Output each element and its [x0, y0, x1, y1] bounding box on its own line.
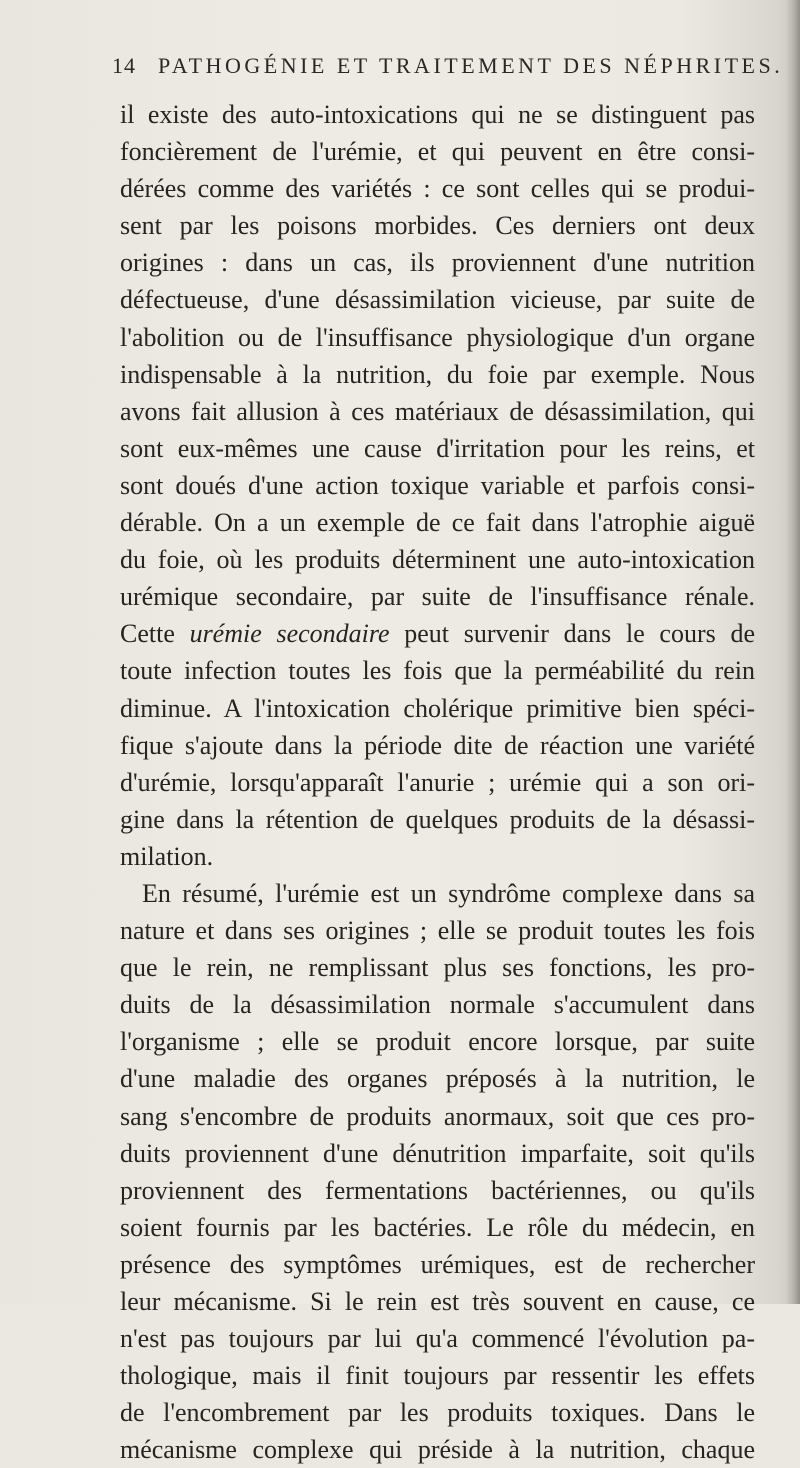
- text-line: indispensable à la nutrition, du foie par exemple. Nous: [120, 359, 755, 389]
- text-line: foncièrement de l'urémie, et qui peuvent en être consi-: [120, 137, 755, 167]
- text-line: défectueuse, d'une désassimilation vicieuse, par suite de: [120, 285, 755, 315]
- text-line: [120, 615, 755, 652]
- running-header: [112, 46, 784, 86]
- text-line: il existe des auto-intoxications qui ne se distinguent pas: [120, 100, 755, 129]
- body-text: [120, 96, 755, 1468]
- text-line: toute infection toutes les fois que la perméabilité du rein: [120, 656, 755, 686]
- text-line: d'urémie, lorsqu'apparaît l'anurie ; urémie qui a son ori-: [120, 767, 755, 797]
- text-line: dérées comme des variétés : ce sont celles qui se produi-: [120, 174, 755, 204]
- italic-term: urémie secondaire: [189, 619, 390, 649]
- text-line: origines : dans un cas, ils proviennent d'une nutrition: [120, 248, 755, 278]
- text-segment: Cette: [120, 619, 190, 649]
- text-line: fique s'ajoute dans la période dite de réaction une variété: [120, 730, 755, 760]
- text-line: duits de la désassimilation normale s'accumulent dans: [120, 990, 755, 1020]
- text-line: En résumé, l'urémie est un syndrôme complexe dans sa: [142, 878, 755, 908]
- text-line: sont eux-mêmes une cause d'irritation pour les reins, et: [120, 433, 755, 463]
- text-line: de l'encombrement par les produits toxiques. Dans le: [120, 1398, 755, 1428]
- text-line: mécanisme complexe qui préside à la nutrition, chaque: [120, 1435, 755, 1465]
- text-line: sont doués d'une action toxique variable et parfois consi-: [120, 470, 755, 500]
- text-line: avons fait allusion à ces matériaux de désassimilation, qui: [120, 396, 755, 426]
- text-segment: peut survenir dans le cours de: [389, 619, 755, 649]
- text-line: présence des symptômes urémiques, est de rechercher: [120, 1249, 755, 1279]
- text-line: duits proviennent d'une dénutrition imparfaite, soit qu'ils: [120, 1138, 755, 1168]
- text-line: que le rein, ne remplissant plus ses fonctions, les pro-: [120, 953, 755, 983]
- text-line: thologique, mais il finit toujours par ressentir les effets: [120, 1361, 755, 1391]
- text-line: urémique secondaire, par suite de l'insuffisance rénale.: [120, 582, 755, 612]
- text-line: proviennent des fermentations bactériennes, ou qu'ils: [120, 1175, 755, 1205]
- text-line: gine dans la rétention de quelques produits de la désassi-: [120, 804, 755, 834]
- page-edge-shadow: [786, 0, 800, 1304]
- text-line: n'est pas toujours par lui qu'a commencé l'évolution pa-: [120, 1324, 755, 1354]
- text-line: nature et dans ses origines ; elle se produit toutes les fois: [120, 916, 755, 946]
- text-line: leur mécanisme. Si le rein est très souvent en cause, ce: [120, 1287, 755, 1316]
- text-line: diminue. A l'intoxication cholérique primitive bien spéci-: [120, 693, 755, 723]
- text-line: l'abolition ou de l'insuffisance physiologique d'un organe: [120, 322, 755, 352]
- running-title: PATHOGÉNIE ET TRAITEMENT DES NÉPHRITES.: [158, 53, 784, 78]
- text-line: soient fournis par les bactéries. Le rôle du médecin, en: [120, 1212, 755, 1242]
- text-line: milation.: [120, 841, 214, 871]
- text-line: du foie, où les produits déterminent une auto-intoxication: [120, 545, 755, 575]
- text-line: sent par les poisons morbides. Ces derniers ont deux: [120, 211, 755, 241]
- text-line: dérable. On a un exemple de ce fait dans l'atrophie aiguë: [120, 508, 755, 538]
- text-line: l'organisme ; elle se produit encore lorsque, par suite: [120, 1027, 755, 1057]
- text-line: sang s'encombre de produits anormaux, soit que ces pro-: [120, 1101, 755, 1131]
- text-line: d'une maladie des organes préposés à la nutrition, le: [120, 1064, 755, 1094]
- page-number: 14: [112, 53, 136, 78]
